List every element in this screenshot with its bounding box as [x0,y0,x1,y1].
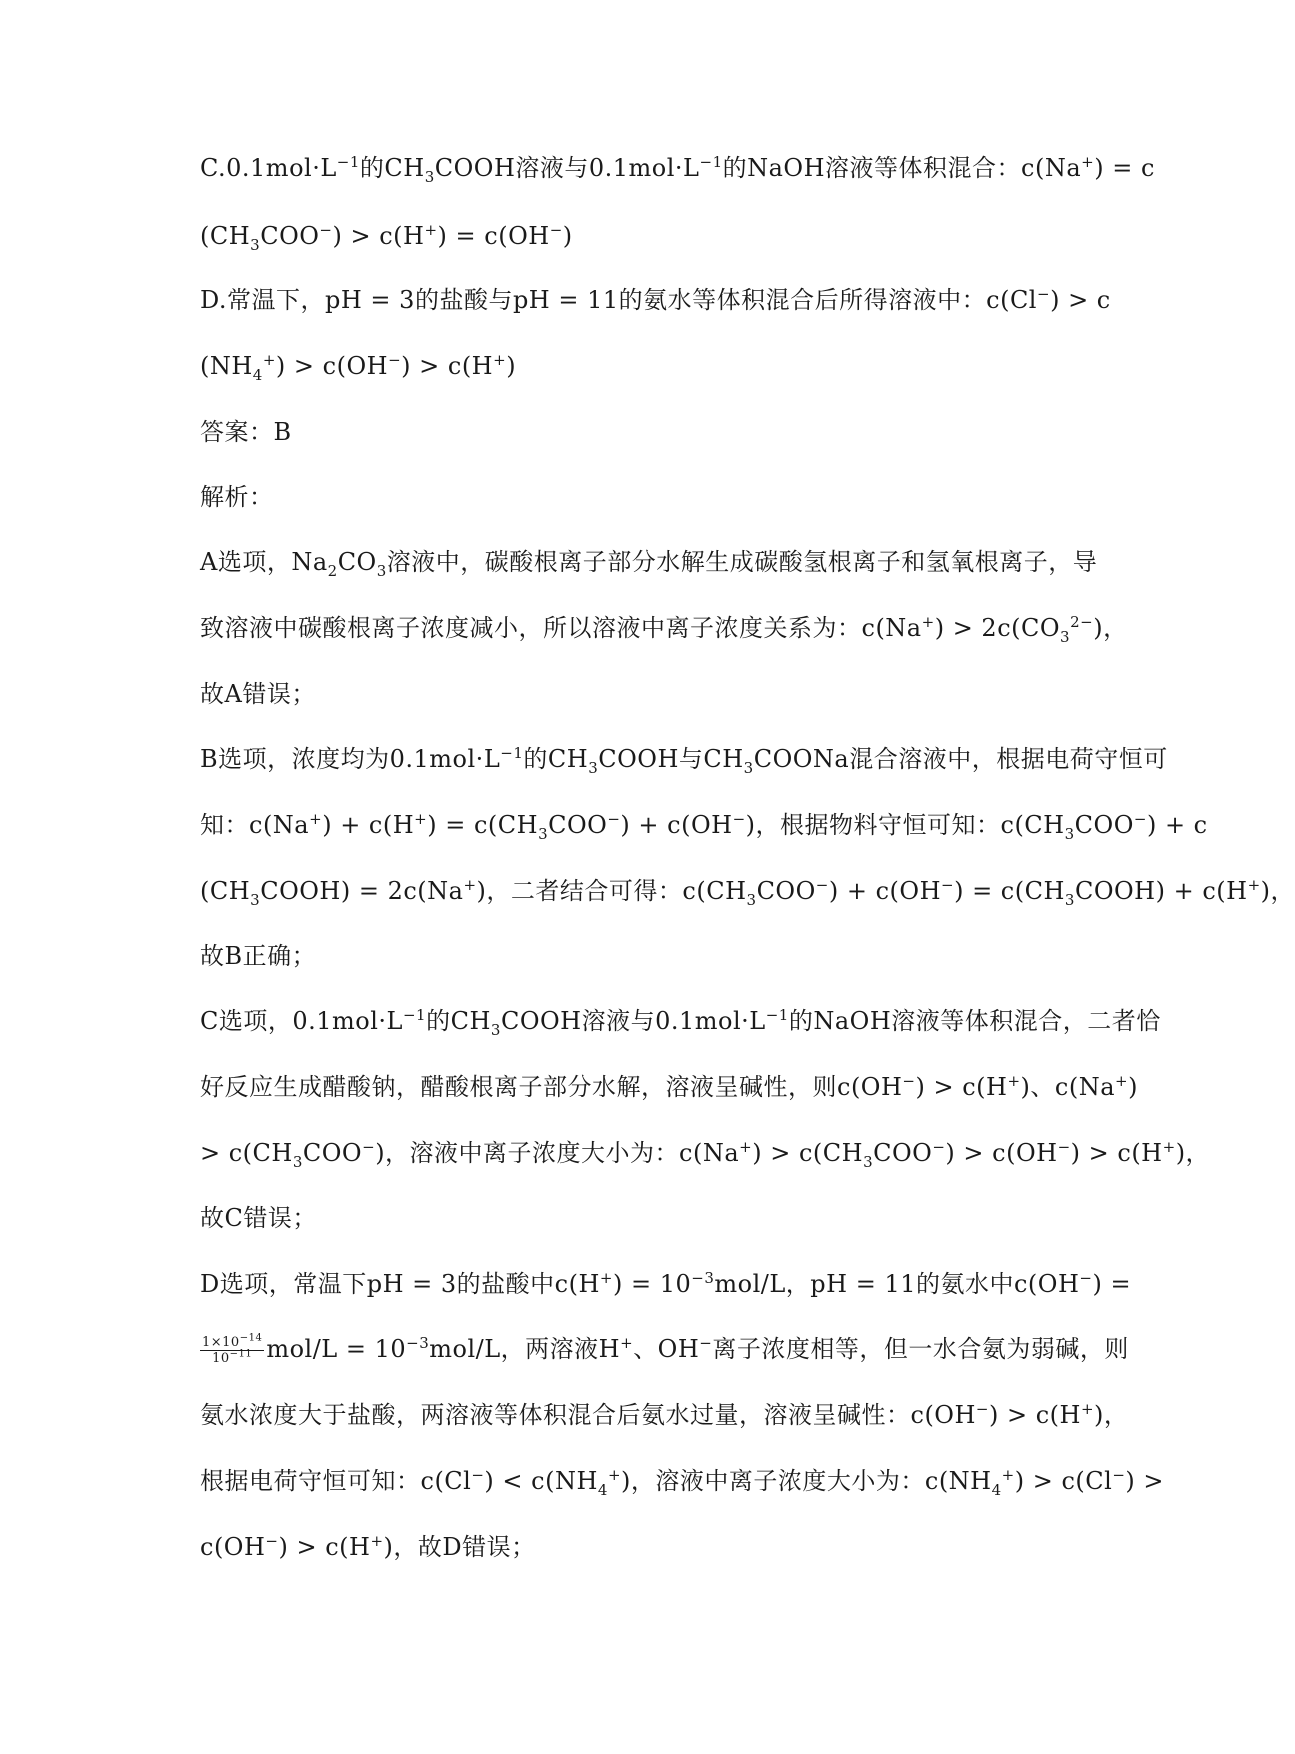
text-run: ) < c(NH [484,1467,598,1495]
superscript: + [599,1269,613,1287]
text-run: (CH [200,877,251,905]
subscript: 3 [746,890,757,909]
superscript: − [732,810,746,828]
superscript: + [1162,1138,1176,1156]
text-run: 知：c(Na [200,811,310,839]
text-run: ) > c(Cl [1014,1467,1113,1495]
superscript: + [739,1138,753,1156]
text-run: C.0.1mol·L [200,154,337,182]
analysis-d-line-1 [200,1268,1132,1300]
analysis-a-line-1 [200,546,1100,578]
text-run: mol/L = 10 [266,1335,407,1363]
text-run: COO [260,222,320,250]
text-run: D.常温下，pH = 3的盐酸与pH = 11的氨水等体积混合后所得溶液中：c(Cl [200,286,1037,314]
text-run: )， [1175,1139,1211,1167]
analysis-c-line-1 [200,1005,1161,1039]
text-run: ) + c(H [322,811,415,839]
superscript: −3 [691,1269,715,1287]
text-run: 解析： [200,483,274,511]
superscript: + [1115,1072,1129,1090]
text-run: ) > 2c(CO [934,614,1061,642]
text-run: 好反应生成醋酸钠，醋酸根离子部分水解，溶液呈碱性，则c(OH [200,1073,903,1101]
text-run: 故A错误； [200,680,316,708]
text-run: A选项，Na [200,548,328,576]
text-run: ) + c(OH [620,811,733,839]
analysis-heading [200,481,1100,513]
subscript: 3 [538,824,549,843]
superscript: −1 [336,153,360,171]
superscript: 2− [1070,613,1094,631]
subscript: 4 [597,1480,608,1499]
superscript: + [921,613,935,631]
text-run: mol/L，pH = 11的氨水中c(OH [714,1270,1080,1298]
superscript: − [975,1400,989,1418]
text-run: ) > c(H [989,1401,1081,1429]
text-run: 离子浓度相等，但一水合氨为弱碱，则 [712,1335,1129,1363]
superscript: − [319,221,333,239]
text-run: )，溶液中离子浓度大小为：c(Na [375,1139,740,1167]
superscript: − [1133,810,1147,828]
text-run: 的CH [426,1007,491,1035]
superscript: −1 [699,153,723,171]
analysis-a-line-2 [200,612,1128,646]
text-run: )， [1260,877,1295,905]
text-run: (CH [200,222,251,250]
analysis-b-line-1 [200,743,1168,777]
superscript: + [1001,1466,1015,1484]
text-run: ) = [1092,1270,1132,1298]
text-run: 的NaOH溶液等体积混合，二者恰 [788,1007,1161,1035]
text-run: D选项，常温下pH = 3的盐酸中c(H [200,1270,600,1298]
superscript: + [262,351,276,369]
analysis-b-line-3 [200,875,1295,909]
analysis-d-line-4 [200,1465,1165,1499]
text-run: 故B正确； [200,942,317,970]
superscript: − [1057,1138,1071,1156]
text-run: COOH溶液与0.1mol·L [500,1007,766,1035]
text-run: 、OH [633,1335,700,1363]
text-run: ) + c(OH [828,877,941,905]
superscript: − [265,1532,279,1550]
text-run: COO [1074,811,1134,839]
superscript: + [493,351,507,369]
subscript: 3 [1060,627,1071,646]
text-run: )，二者结合可得：c(CH [476,877,747,905]
text-run: ) > c(H [332,222,425,250]
superscript: + [463,876,477,894]
superscript: + [424,221,438,239]
analysis-c-conclusion [200,1202,1100,1234]
subscript: 3 [863,1152,874,1171]
text-run: )， [1093,614,1128,642]
superscript: + [309,810,323,828]
superscript: −1 [402,1006,427,1024]
text-run: ) > c(OH [275,352,389,380]
superscript: −1 [765,1006,789,1024]
superscript: + [1247,876,1261,894]
text-run: COO [873,1139,933,1167]
subscript: 3 [250,890,261,909]
superscript: − [549,221,563,239]
text-run: 根据电荷守恒可知：c(Cl [200,1467,472,1495]
text-run: ) > c(OH [945,1139,1058,1167]
analysis-b-line-2 [200,809,1208,843]
text-run: )，溶液中离子浓度大小为：c(NH [621,1467,992,1495]
superscript: −1 [500,744,524,762]
subscript: 3 [1064,890,1075,909]
subscript: 3 [743,758,754,777]
text-run: ) > c(H [1070,1139,1163,1167]
answer-line [200,416,1100,448]
analysis-b-conclusion [200,940,1100,972]
text-run: ) = c [1094,154,1155,182]
text-run: ) + c [1146,811,1208,839]
text-run: C选项，0.1mol·L [200,1007,403,1035]
text-run: ) = 10 [612,1270,692,1298]
superscript: − [902,1072,916,1090]
text-run: (NH [200,352,253,380]
text-run: > c(CH [200,1139,293,1167]
subscript: 3 [424,167,435,186]
denominator-text: 10 [212,1351,230,1366]
subscript: 3 [376,561,387,580]
text-run: 故C错误； [200,1204,317,1232]
superscript: − [362,1138,376,1156]
option-d-line-1 [200,284,1111,316]
text-run: ) > [1125,1467,1165,1495]
subscript: 3 [1064,824,1075,843]
option-c-line-1 [200,152,1155,186]
text-run: COOH) + c(H [1074,877,1248,905]
text-run: 的NaOH溶液等体积混合：c(Na [722,154,1082,182]
text-run: mol/L，两溶液H [429,1335,621,1363]
superscript: − [471,1466,485,1484]
superscript: − [607,810,621,828]
superscript: + [1080,1400,1095,1418]
superscript: − [932,1138,946,1156]
text-run: ) [506,352,517,380]
text-run: 氨水浓度大于盐酸，两溶液等体积混合后氨水过量，溶液呈碱性：c(OH [200,1401,976,1429]
superscript: + [1007,1072,1021,1090]
text-run: )， [1094,1401,1129,1429]
text-run: ) = c(CH [954,877,1065,905]
text-run: 的CH [359,154,425,182]
text-run: )、c(Na [1020,1073,1116,1101]
text-run: COOH与CH [598,745,744,773]
text-run: )，根据物料守恒可知：c(CH [745,811,1065,839]
text-run: COOH) = 2c(Na [260,877,464,905]
analysis-d-line-3 [200,1399,1129,1431]
superscript: + [620,1334,634,1352]
fraction [200,1332,264,1366]
text-run: ) > c [1050,286,1111,314]
text-run: CO [337,548,377,576]
superscript: + [414,810,428,828]
superscript: − [815,876,829,894]
subscript: 2 [327,561,338,580]
text-run: 致溶液中碳酸根离子浓度减小，所以溶液中离子浓度关系为：c(Na [200,614,922,642]
text-run: ) > c(H [915,1073,1008,1101]
text-run: 溶液中，碳酸根离子部分水解生成碳酸氢根离子和氢氧根离子，导 [386,548,1098,576]
text-run: ) [1128,1073,1138,1101]
numerator-text: 1×10 [202,1335,240,1350]
superscript: − [388,351,402,369]
superscript: −3 [406,1334,430,1352]
text-run: ) > c(CH [752,1139,864,1167]
text-run: 答案：B [200,418,292,446]
option-c-line-2 [200,220,1100,252]
superscript: − [699,1334,713,1352]
superscript: − [1037,285,1051,303]
text-run: ) = c(CH [427,811,539,839]
superscript: − [1112,1466,1126,1484]
subscript: 3 [490,1020,501,1039]
superscript: − [941,876,955,894]
text-run: COOH溶液与0.1mol·L [434,154,700,182]
text-run: COONa混合溶液中，根据电荷守恒可 [753,745,1168,773]
numerator-exponent: −14 [239,1332,263,1344]
subscript: 3 [292,1152,303,1171]
text-run: c(OH [200,1533,266,1561]
text-run: ) > c(H [278,1533,371,1561]
analysis-a-conclusion [200,678,1100,710]
text-run: ) [562,222,573,250]
fraction-denominator [200,1348,264,1366]
subscript: 4 [991,1480,1002,1499]
text-run: )，故D错误； [383,1533,536,1561]
text-run: B选项，浓度均为0.1mol·L [200,745,501,773]
superscript: + [370,1532,384,1550]
denominator-exponent: −11 [229,1348,253,1360]
analysis-d-conclusion [200,1531,1100,1563]
analysis-c-line-2 [200,1071,1138,1103]
analysis-d-line-2 [200,1332,1129,1366]
text-run: COO [302,1139,363,1167]
subscript: 3 [250,235,261,254]
text-run: ) > c(H [401,352,494,380]
text-run: ) = c(OH [437,222,550,250]
text-run: COO [756,877,816,905]
superscript: + [1081,153,1095,171]
superscript: − [1079,1269,1093,1287]
option-d-line-2 [200,350,1100,382]
text-run: 的CH [523,745,589,773]
analysis-c-line-3 [200,1137,1211,1171]
subscript: 3 [588,758,599,777]
text-run: COO [548,811,608,839]
subscript: 4 [252,365,263,384]
superscript: + [607,1466,622,1484]
